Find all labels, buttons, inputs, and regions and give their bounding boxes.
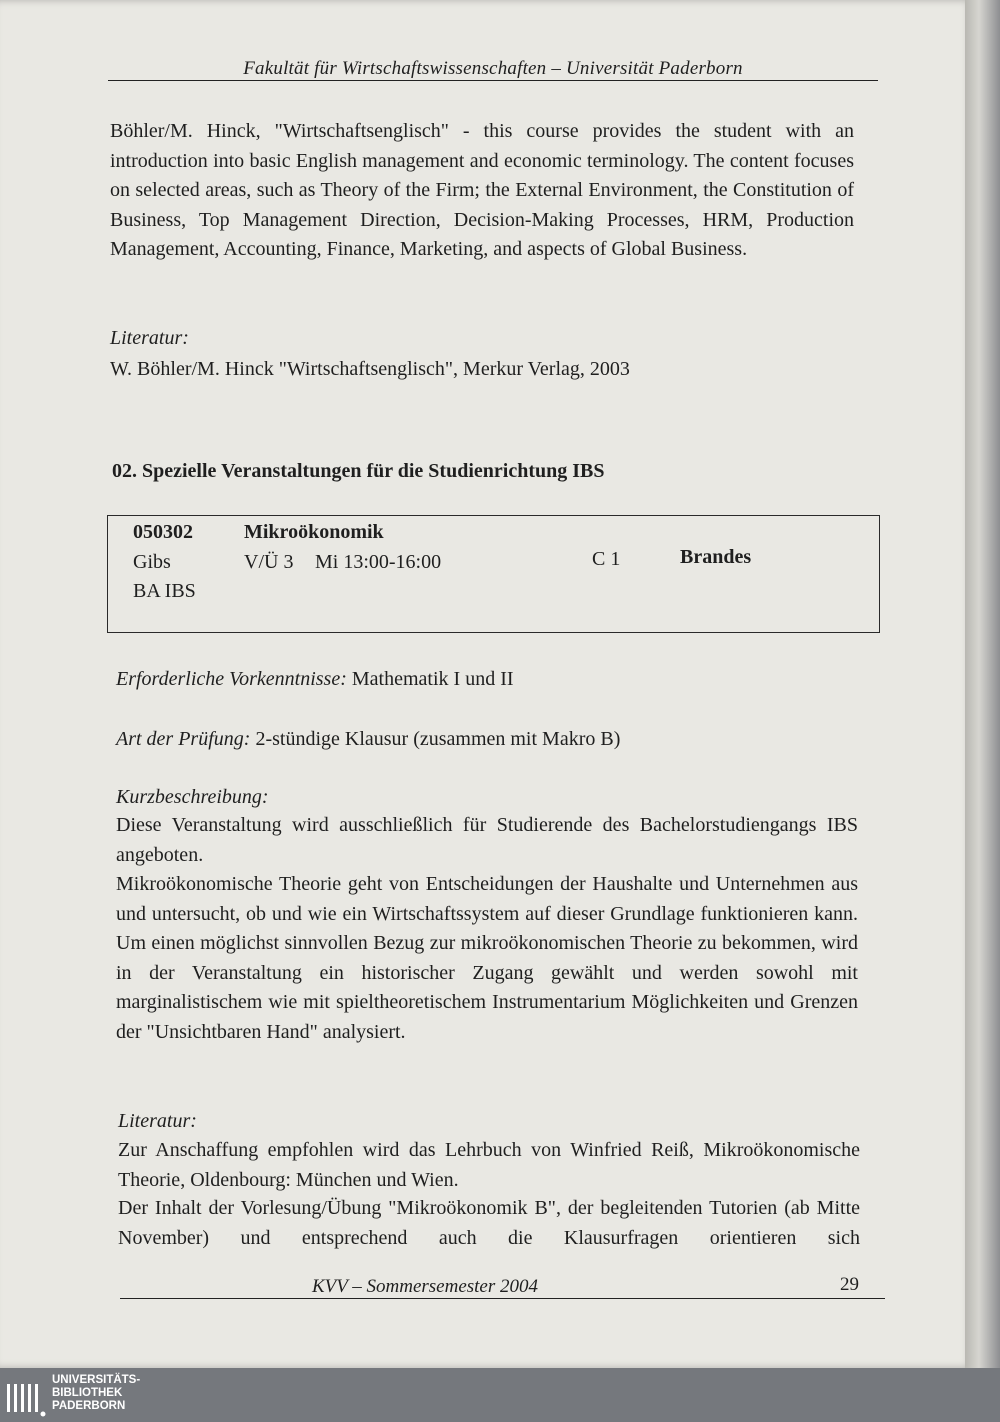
course-schedule: Mi 13:00-16:00 bbox=[315, 551, 442, 573]
course-number: 050302 bbox=[133, 521, 193, 543]
header-rule bbox=[108, 80, 878, 81]
intro-paragraph: Böhler/M. Hinck, "Wirtschaftsenglisch" - this course provides the student with an introduction into basic English management and economic terminology. The content focuses on selected areas, such as Theory of the Firm; the External Environment, the Constitution of Business, Top Management Direction, Decision-Making Processes, HRM, Production Management, Accounting, Finance, Marketing, and aspects of Global Business. bbox=[110, 120, 854, 260]
exam-value: 2-stündige Klausur (zusammen mit Makro B) bbox=[255, 728, 621, 750]
summary-paragraph-2: Mikroökonomische Theorie geht von Entscheidungen der Haushalte und Unternehmen aus und untersucht, ob und wie ein Wirtschaftssystem auf dieser Grundlage funktionieren kann. Um einen möglichst sinnvollen Bezug zur mikroökonomischen Theorie zu bekommen, wird in der Veranstaltung ein historischer Zugang gewählt und werden sowohl mit marginalistischem wie mit spieltheoretischem Instrumentarium Möglichkeiten und Grenzen der "Unsichtbaren Hand" analysiert. bbox=[116, 873, 858, 1043]
literatur-text-1: W. Böhler/M. Hinck "Wirtschaftsenglisch", Merkur Verlag, 2003 bbox=[110, 358, 630, 380]
section-heading: 02. Spezielle Veranstaltungen für die Studienrichtung IBS bbox=[112, 460, 605, 482]
prerequisites-label: Erforderliche Vorkenntnisse: bbox=[116, 668, 347, 690]
course-program: BA IBS bbox=[133, 580, 196, 602]
summary-heading: Kurzbeschreibung: bbox=[116, 786, 269, 808]
course-title: Mikroökonomik bbox=[244, 521, 384, 543]
course-lecturer: Brandes bbox=[680, 546, 752, 568]
exam-line bbox=[116, 728, 620, 751]
library-name bbox=[52, 1374, 140, 1413]
library-name-line-3: PADERBORN bbox=[52, 1400, 126, 1412]
literatur-paragraph-2a: Zur Anschaffung empfohlen wird das Lehrbuch von Winfried Reiß, Mikroökonomische Theorie, Oldenbourg: München und Wien. bbox=[118, 1139, 860, 1191]
course-info-box bbox=[107, 515, 880, 633]
prerequisites-value: Mathematik I und II bbox=[351, 668, 514, 690]
literatur-heading-1: Literatur: bbox=[110, 327, 189, 349]
literatur-paragraph-2b: Der Inhalt der Vorlesung/Übung "Mikroökonomik B", der begleitenden Tutorien (ab Mitte November) und entsprechend auch die Klausurfragen orientieren sich bbox=[118, 1197, 860, 1249]
library-name-line-2: BIBLIOTHEK bbox=[52, 1387, 123, 1399]
course-room: C 1 bbox=[592, 548, 621, 570]
prerequisites-line bbox=[116, 668, 514, 691]
library-name-line-1: UNIVERSITÄTS- bbox=[52, 1374, 141, 1386]
library-logo-icon bbox=[6, 1378, 46, 1418]
library-banner bbox=[0, 1368, 1000, 1422]
page-edge bbox=[965, 0, 1000, 1368]
running-header: Fakultät für Wirtschaftswissenschaften – Universität Paderborn bbox=[243, 58, 743, 79]
literatur-heading-2: Literatur: bbox=[118, 1110, 197, 1132]
summary-paragraph-1: Diese Veranstaltung wird ausschließlich für Studierende des Bachelorstudiengangs IBS angeboten. bbox=[116, 814, 858, 866]
exam-label: Art der Prüfung: bbox=[116, 728, 251, 750]
footer-rule bbox=[120, 1298, 885, 1299]
course-room-code: Gibs bbox=[133, 551, 171, 573]
footer-title: KVV – Sommersemester 2004 bbox=[311, 1276, 539, 1297]
course-type-hours: V/Ü 3 bbox=[244, 551, 294, 573]
footer-page-number: 29 bbox=[840, 1274, 859, 1295]
